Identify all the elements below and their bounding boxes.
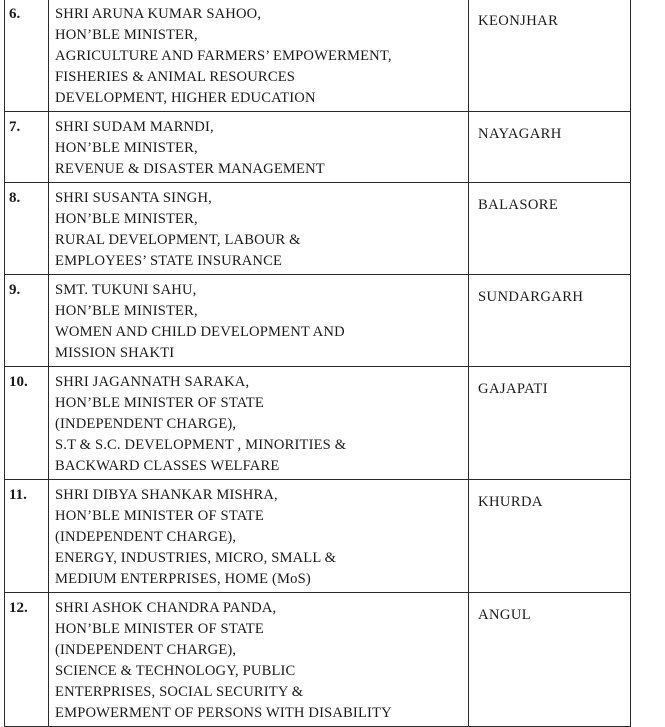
serial-number: 12. [5, 593, 49, 727]
minister-name: SMT. TUKUNI SAHU, [55, 282, 197, 298]
minister-details [49, 480, 469, 593]
portfolio-line: AGRICULTURE AND FARMERS’ EMPOWERMENT, [55, 48, 392, 64]
minister-details [49, 0, 469, 112]
minister-row [5, 0, 631, 112]
minister-name: SHRI JAGANNATH SARAKA, [55, 374, 250, 390]
portfolio-line: MEDIUM ENTERPRISES, HOME (MoS) [55, 571, 311, 587]
portfolio-line: S.T & S.C. DEVELOPMENT , MINORITIES & [55, 437, 347, 453]
minister-name: SHRI ARUNA KUMAR SAHOO, [55, 6, 262, 22]
minister-name: SHRI ASHOK CHANDRA PANDA, [55, 600, 277, 616]
minister-details [49, 367, 469, 480]
portfolio-line: HON’BLE MINISTER, [55, 27, 198, 43]
serial-number: 11. [5, 480, 49, 593]
portfolio-line: FISHERIES & ANIMAL RESOURCES [55, 69, 296, 85]
minister-details [49, 593, 469, 727]
portfolio-line: WOMEN AND CHILD DEVELOPMENT AND [55, 324, 345, 340]
portfolio-line: ENERGY, INDUSTRIES, MICRO, SMALL & [55, 550, 337, 566]
portfolio-line: MISSION SHAKTI [55, 345, 175, 361]
portfolio-line: REVENUE & DISASTER MANAGEMENT [55, 161, 325, 177]
minister-row [5, 367, 631, 480]
portfolio-line: HON’BLE MINISTER, [55, 303, 198, 319]
portfolio-line: EMPLOYEES’ STATE INSURANCE [55, 253, 283, 269]
portfolio-line: DEVELOPMENT, HIGHER EDUCATION [55, 90, 316, 106]
minister-name: SHRI DIBYA SHANKAR MISHRA, [55, 487, 278, 503]
portfolio-line: EMPOWERMENT OF PERSONS WITH DISABILITY [55, 705, 392, 721]
minister-row [5, 593, 631, 727]
portfolio-line: BACKWARD CLASSES WELFARE [55, 458, 280, 474]
minister-name: SHRI SUDAM MARNDI, [55, 119, 214, 135]
portfolio-line: HON’BLE MINISTER OF STATE [55, 395, 264, 411]
district-name: SUNDARGARH [469, 275, 631, 367]
minister-name: SHRI SUSANTA SINGH, [55, 190, 212, 206]
portfolio-line: RURAL DEVELOPMENT, LABOUR & [55, 232, 301, 248]
portfolio-line: HON’BLE MINISTER, [55, 140, 198, 156]
portfolio-line: ENTERPRISES, SOCIAL SECURITY & [55, 684, 304, 700]
ministers-table-body [5, 0, 631, 727]
serial-number: 7. [5, 112, 49, 183]
portfolio-line: (INDEPENDENT CHARGE), [55, 642, 237, 658]
minister-details [49, 275, 469, 367]
portfolio-line: (INDEPENDENT CHARGE), [55, 529, 237, 545]
district-name: ANGUL [469, 593, 631, 727]
serial-number: 9. [5, 275, 49, 367]
district-name: GAJAPATI [469, 367, 631, 480]
serial-number: 8. [5, 183, 49, 275]
portfolio-line: HON’BLE MINISTER OF STATE [55, 621, 264, 637]
minister-row [5, 480, 631, 593]
district-name: BALASORE [469, 183, 631, 275]
portfolio-line: HON’BLE MINISTER OF STATE [55, 508, 264, 524]
minister-row [5, 275, 631, 367]
district-name: KHURDA [469, 480, 631, 593]
portfolio-line: HON’BLE MINISTER, [55, 211, 198, 227]
district-name: NAYAGARH [469, 112, 631, 183]
portfolio-line: SCIENCE & TECHNOLOGY, PUBLIC [55, 663, 296, 679]
serial-number: 10. [5, 367, 49, 480]
minister-row [5, 112, 631, 183]
minister-details [49, 183, 469, 275]
district-name: KEONJHAR [469, 0, 631, 112]
ministers-table [4, 0, 631, 727]
minister-row [5, 183, 631, 275]
minister-details [49, 112, 469, 183]
serial-number: 6. [5, 0, 49, 112]
portfolio-line: (INDEPENDENT CHARGE), [55, 416, 237, 432]
